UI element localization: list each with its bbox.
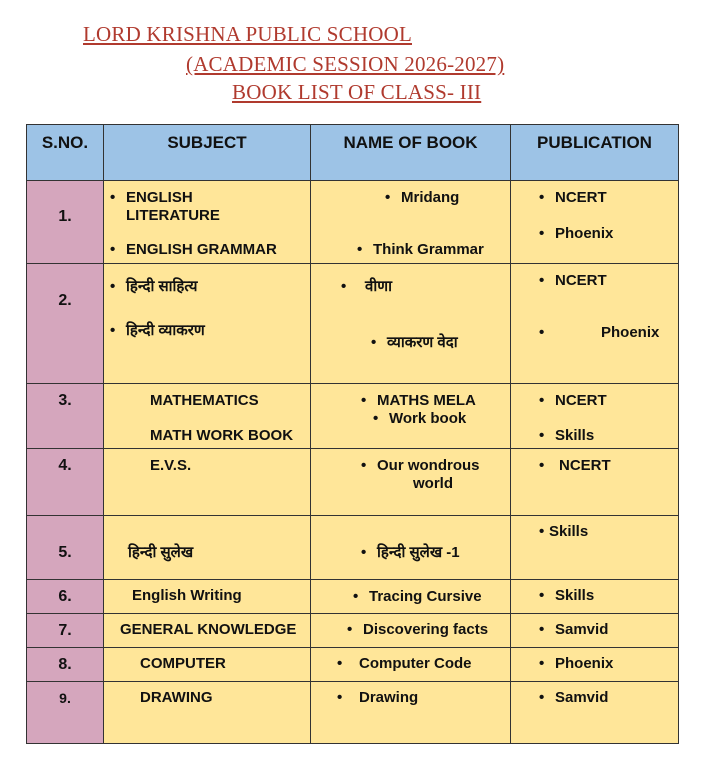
- publication-text: NCERT: [559, 457, 611, 474]
- bullet-icon: •: [361, 544, 367, 561]
- subject-text: MATH WORK BOOK: [150, 427, 294, 444]
- publication-text: Skills: [555, 427, 595, 444]
- bullet-icon: •: [539, 189, 545, 206]
- header-sno: S.NO.: [27, 125, 104, 181]
- header-subject: SUBJECT: [104, 125, 311, 181]
- bullet-icon: •: [353, 588, 359, 605]
- bullet-icon: •: [373, 410, 379, 427]
- bullet-icon: •: [539, 324, 545, 341]
- school-name: LORD KRISHNA PUBLIC SCHOOL: [83, 22, 412, 46]
- bullet-icon: •: [539, 621, 545, 638]
- table-header-row: [27, 125, 679, 181]
- bullet-icon: •: [110, 322, 116, 339]
- document-header: [0, 0, 708, 110]
- subject-text: MATHEMATICS: [150, 392, 259, 409]
- book-text: व्याकरण वेदा: [387, 334, 458, 351]
- bullet-icon: •: [361, 457, 367, 474]
- bullet-icon: •: [539, 655, 545, 672]
- subject-text: LITERATURE: [126, 207, 220, 224]
- bullet-icon: •: [337, 655, 343, 672]
- header-publication: PUBLICATION: [511, 125, 679, 181]
- table-row: [27, 264, 679, 384]
- bullet-icon: •: [110, 278, 116, 295]
- book-text: MATHS MELA: [377, 392, 476, 409]
- table-row: [27, 648, 679, 682]
- bullet-icon: •: [341, 278, 347, 295]
- table-row: [27, 614, 679, 648]
- publication-text: Phoenix: [601, 324, 660, 341]
- book-text: Computer Code: [359, 655, 472, 672]
- row-number: 1.: [58, 208, 72, 225]
- table-row: [27, 580, 679, 614]
- publication-text: NCERT: [555, 189, 607, 206]
- book-text: Think Grammar: [373, 241, 484, 258]
- subject-text: GENERAL KNOWLEDGE: [120, 621, 297, 638]
- bullet-icon: •: [110, 241, 116, 258]
- publication-text: Skills: [549, 523, 589, 540]
- row-number: 8.: [58, 656, 72, 673]
- header-book-name: NAME OF BOOK: [311, 125, 511, 181]
- bullet-icon: •: [539, 272, 545, 289]
- book-text: world: [413, 475, 453, 492]
- bullet-icon: •: [385, 189, 391, 206]
- table-row: [27, 384, 679, 449]
- subject-text: E.V.S.: [150, 457, 192, 474]
- subject-text: ENGLISH: [126, 189, 193, 206]
- book-list-title: BOOK LIST OF CLASS- III: [232, 80, 482, 104]
- row-number: 9.: [59, 690, 71, 706]
- publication-text: Samvid: [555, 621, 609, 638]
- book-text: Mridang: [401, 189, 460, 206]
- bullet-icon: •: [371, 334, 377, 351]
- publication-text: NCERT: [555, 392, 607, 409]
- subject-text: हिन्दी व्याकरण: [126, 322, 205, 339]
- book-text: Our wondrous: [377, 457, 480, 474]
- row-number: 5.: [58, 544, 72, 561]
- table-row: [27, 516, 679, 580]
- table-row: [27, 682, 679, 744]
- bullet-icon: •: [539, 457, 545, 474]
- row-number: 4.: [58, 457, 72, 474]
- table-row: [27, 181, 679, 264]
- bullet-icon: •: [539, 427, 545, 444]
- subject-text: DRAWING: [140, 689, 213, 706]
- academic-session: (ACADEMIC SESSION 2026-2027): [186, 52, 505, 76]
- publication-text: NCERT: [555, 272, 607, 289]
- subject-text: हिन्दी साहित्य: [126, 278, 198, 295]
- bullet-icon: •: [539, 225, 545, 242]
- bullet-icon: •: [110, 189, 116, 206]
- bullet-icon: •: [539, 392, 545, 409]
- publication-text: Samvid: [555, 689, 609, 706]
- publication-text: Phoenix: [555, 225, 614, 242]
- bullet-icon: •: [347, 621, 353, 638]
- book-text: वीणा: [365, 278, 392, 295]
- subject-text: हिन्दी सुलेख: [128, 544, 194, 561]
- publication-text: Skills: [555, 587, 595, 604]
- book-text: हिन्दी सुलेख -1: [377, 544, 460, 561]
- bullet-icon: •: [361, 392, 367, 409]
- bullet-icon: •: [539, 587, 545, 604]
- row-number: 6.: [58, 588, 72, 605]
- publication-text: Phoenix: [555, 655, 614, 672]
- book-list-table: [26, 124, 679, 744]
- row-number: 3.: [58, 392, 72, 409]
- bullet-icon: •: [539, 689, 545, 706]
- bullet-icon: •: [357, 241, 363, 258]
- subject-text: ENGLISH GRAMMAR: [126, 241, 277, 258]
- table-row: [27, 449, 679, 516]
- bullet-icon: •: [539, 523, 545, 540]
- row-number: 2.: [58, 292, 72, 309]
- book-text: Work book: [389, 410, 467, 427]
- book-text: Tracing Cursive: [369, 588, 482, 605]
- bullet-icon: •: [337, 689, 343, 706]
- subject-text: English Writing: [132, 587, 242, 604]
- book-text: Discovering facts: [363, 621, 489, 638]
- row-number: 7.: [58, 622, 72, 639]
- book-text: Drawing: [359, 689, 419, 706]
- subject-text: COMPUTER: [140, 655, 226, 672]
